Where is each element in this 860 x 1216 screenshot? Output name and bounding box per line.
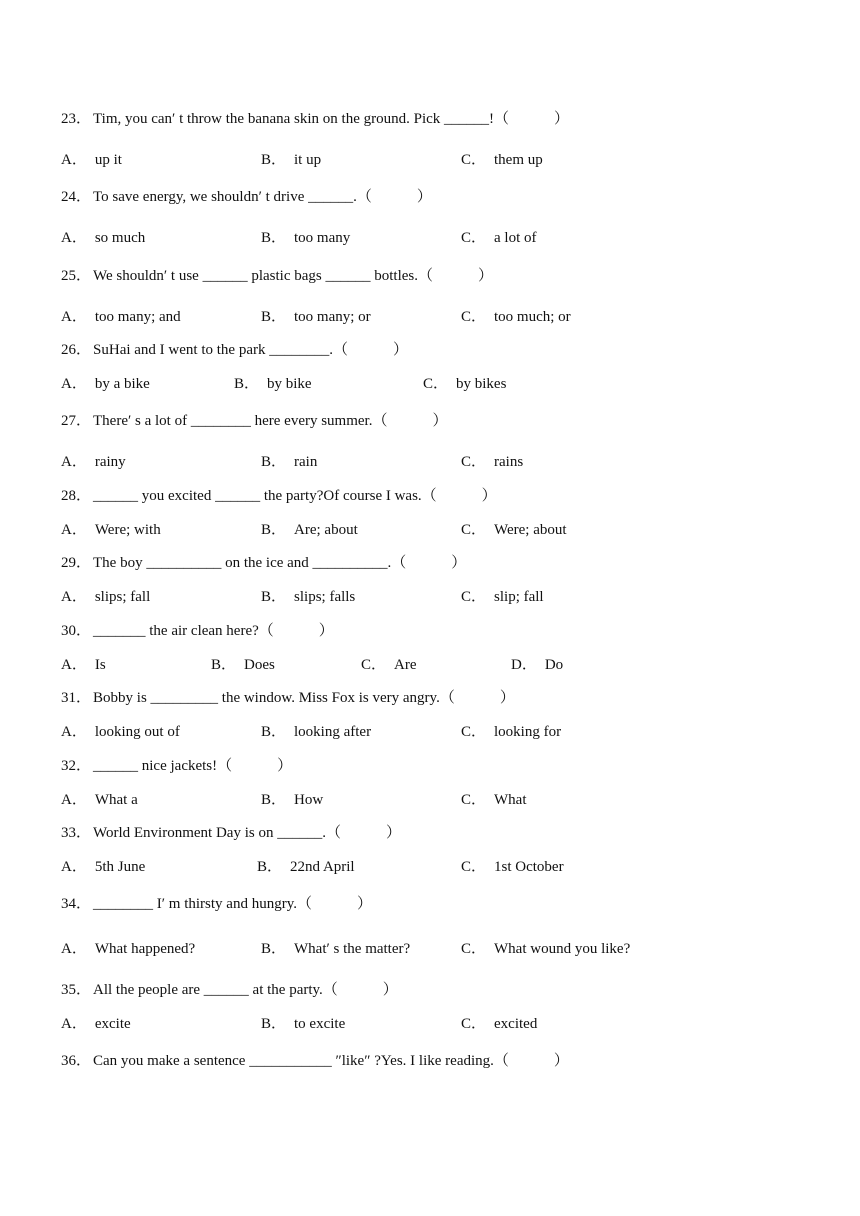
- question-29: 29． The boy __________ on the ice and __________.（ ）: [61, 555, 467, 571]
- option-35-a[interactable]: A． excite: [61, 1016, 131, 1032]
- option-24-c[interactable]: C． a lot of: [461, 230, 537, 246]
- option-33-a[interactable]: A． 5th June: [61, 859, 146, 875]
- option-27-b[interactable]: B． rain: [261, 454, 318, 470]
- option-31-a[interactable]: A． looking out of: [61, 724, 180, 740]
- option-29-c[interactable]: C． slip; fall: [461, 589, 544, 605]
- option-28-a[interactable]: A． Were; with: [61, 522, 161, 538]
- option-25-a[interactable]: A． too many; and: [61, 309, 181, 325]
- option-27-a[interactable]: A． rainy: [61, 454, 126, 470]
- question-34: 34． ________ I′ m thirsty and hungry.（ ）: [61, 896, 372, 912]
- question-25: 25． We shouldn′ t use ______ plastic bags ______ bottles.（ ）: [61, 268, 493, 284]
- option-24-b[interactable]: B． too many: [261, 230, 351, 246]
- option-33-c[interactable]: C． 1st October: [461, 859, 564, 875]
- option-30-b[interactable]: B． Does: [211, 657, 275, 673]
- option-31-b[interactable]: B． looking after: [261, 724, 372, 740]
- question-28: 28． ______ you excited ______ the party?Of course I was.（ ）: [61, 488, 497, 504]
- option-35-b[interactable]: B． to excite: [261, 1016, 346, 1032]
- option-26-c[interactable]: C． by bikes: [423, 376, 507, 392]
- option-34-c[interactable]: C． What wound you like?: [461, 941, 631, 957]
- option-25-b[interactable]: B． too many; or: [261, 309, 371, 325]
- option-34-a[interactable]: A． What happened?: [61, 941, 196, 957]
- option-32-b[interactable]: B． How: [261, 792, 324, 808]
- option-23-b[interactable]: B． it up: [261, 152, 322, 168]
- question-30: 30． _______ the air clean here?（ ）: [61, 623, 334, 639]
- option-23-c[interactable]: C． them up: [461, 152, 543, 168]
- question-23: 23． Tim, you can′ t throw the banana skin on the ground. Pick ______!（ ）: [61, 111, 570, 127]
- option-35-c[interactable]: C． excited: [461, 1016, 538, 1032]
- option-23-a[interactable]: A． up it: [61, 152, 122, 168]
- question-24: 24． To save energy, we shouldn′ t drive ______.（ ）: [61, 189, 432, 205]
- option-26-b[interactable]: B． by bike: [234, 376, 312, 392]
- option-34-b[interactable]: B． What′ s the matter?: [261, 941, 411, 957]
- question-35: 35． All the people are ______ at the party.（ ）: [61, 982, 398, 998]
- option-30-a[interactable]: A． Is: [61, 657, 106, 673]
- option-26-a[interactable]: A． by a bike: [61, 376, 150, 392]
- option-32-c[interactable]: C． What: [461, 792, 527, 808]
- question-31: 31． Bobby is _________ the window. Miss Fox is very angry.（ ）: [61, 690, 515, 706]
- option-30-c[interactable]: C． Are: [361, 657, 417, 673]
- question-32: 32． ______ nice jackets!（ ）: [61, 758, 293, 774]
- option-31-c[interactable]: C． looking for: [461, 724, 562, 740]
- question-26: 26． SuHai and I went to the park ________.（ ）: [61, 342, 408, 358]
- option-29-a[interactable]: A． slips; fall: [61, 589, 151, 605]
- question-27: 27． There′ s a lot of ________ here every summer.（ ）: [61, 413, 448, 429]
- option-28-b[interactable]: B． Are; about: [261, 522, 358, 538]
- option-33-b[interactable]: B． 22nd April: [257, 859, 355, 875]
- option-27-c[interactable]: C． rains: [461, 454, 524, 470]
- option-28-c[interactable]: C． Were; about: [461, 522, 567, 538]
- question-36: 36． Can you make a sentence ___________ ″like″ ?Yes. I like reading.（ ）: [61, 1053, 569, 1069]
- option-32-a[interactable]: A． What a: [61, 792, 138, 808]
- option-24-a[interactable]: A． so much: [61, 230, 146, 246]
- option-25-c[interactable]: C． too much; or: [461, 309, 571, 325]
- option-29-b[interactable]: B． slips; falls: [261, 589, 356, 605]
- option-30-d[interactable]: D． Do: [511, 657, 564, 673]
- question-33: 33． World Environment Day is on ______.（ ）: [61, 825, 401, 841]
